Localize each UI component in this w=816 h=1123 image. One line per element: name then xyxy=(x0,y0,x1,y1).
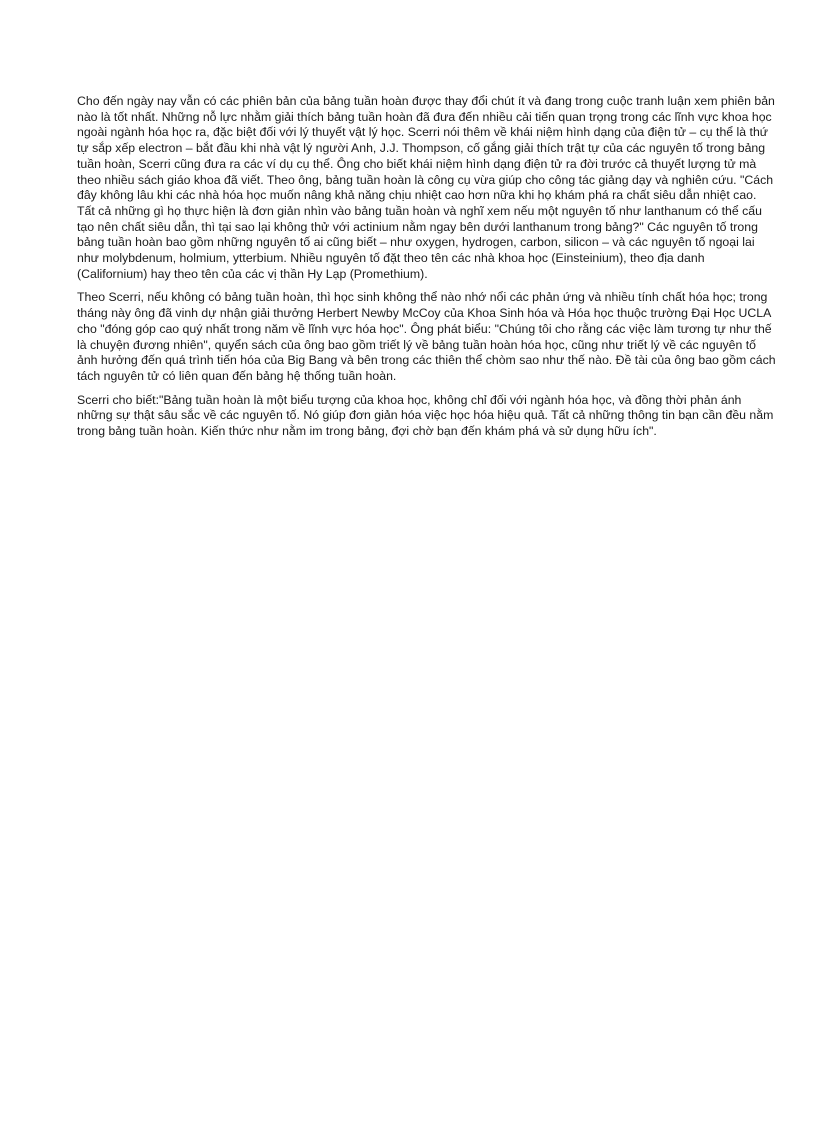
paragraph-scerri-quote: Scerri cho biết:"Bảng tuần hoàn là một biểu tượng của khoa học, không chỉ đối với ngành hóa học, và đồng thời phản ánh những sự thật sâu sắc về các nguyên tố. Nó giúp đơn giản hóa việc học hóa hiệu quả. Tất cả những thông tin bạn cần đều nằm trong bảng tuần hoàn. Kiến thức như nằm im trong bảng, đợi chờ bạn đến khám phá và sử dụng hữu ích". xyxy=(77,392,774,439)
paragraph-periodic-table-history: Cho đến ngày nay vẫn có các phiên bản của bảng tuần hoàn được thay đổi chút ít và đang trong cuộc tranh luận xem phiên bản nào là tốt nhất. Những nỗ lực nhằm giải thích bảng tuần hoàn đã đưa đến nhiều cải tiến quan trọng trong các lĩnh vực khoa học ngoài ngành hóa học ra, đặc biệt đối với lý thuyết vật lý học. Scerri nói thêm về khái niệm hình dạng của điện tử – cụ thể là thứ tự sắp xếp electron – bắt đầu khi nhà vật lý người Anh, J.J. Thompson, cố gắng giải thích trật tự của các nguyên tố trong bảng tuần hoàn, Scerri cũng đưa ra các ví dụ cụ thể. Ông cho biết khái niệm hình dạng điện tử ra đời trước cả thuyết lượng tử mà theo nhiều sách giáo khoa đã viết. Theo ông, bảng tuần hoàn là công cụ vừa giúp cho công tác giảng dạy và nghiên cứu. "Cách đây không lâu khi các nhà hóa học muốn nâng khả năng chịu nhiệt cao hơn nữa khi họ khám phá ra chất siêu dẫn nhiệt cao. Tất cả những gì họ thực hiện là đơn giản nhìn vào bảng tuần hoàn và nghĩ xem nếu một nguyên tố như lanthanum có thể cấu tạo nên chất siêu dẫn, thì tại sao lại không thử với actinium nằm ngay bên dưới lanthanum trong bảng?" Các nguyên tố trong bảng tuần hoàn bao gồm những nguyên tố ai cũng biết – như oxygen, hydrogen, carbon, silicon – và các nguyên tố ngoại lai như molybdenum, holmium, ytterbium. Nhiều nguyên tố đặt theo tên các nhà khoa học (Einsteinium), theo địa danh (Californium) hay theo tên của các vị thần Hy Lạp (Promethium). xyxy=(77,94,775,281)
paragraph-scerri-award: Theo Scerri, nếu không có bảng tuần hoàn, thì học sinh không thể nào nhớ nổi các phản ứng và nhiều tính chất hóa học; trong tháng này ông đã vinh dự nhận giải thưởng Herbert Newby McCoy của Khoa Sinh hóa và Hóa học thuộc trường Đại Học UCLA cho "đóng góp cao quý nhất trong năm về lĩnh vực hóa học". Ông phát biểu: "Chúng tôi cho rằng các việc làm tương tự như thế là chuyện đương nhiên", quyển sách của ông bao gồm triết lý về bảng tuần hoàn hóa học, cũng như triết lý về các nguyên tố ảnh hưởng đến quá trình tiến hóa của Big Bang và bên trong các thiên thể chòm sao như thế nào. Đề tài của ông bao gồm cách tách nguyên tử có liên quan đến bảng hệ thống tuần hoàn. xyxy=(77,290,776,383)
document-body xyxy=(77,94,777,448)
